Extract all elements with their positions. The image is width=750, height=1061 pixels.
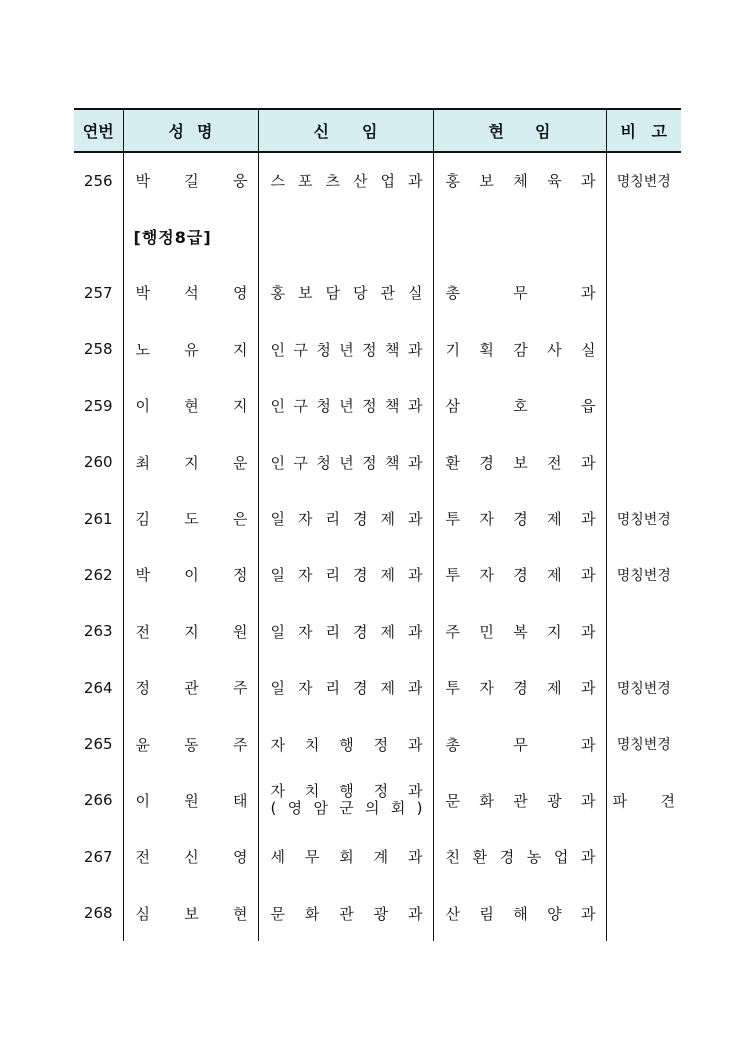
name-text xyxy=(124,508,258,529)
new-post-text xyxy=(259,564,433,585)
cell-no: 259 xyxy=(74,378,123,434)
spread-text: 현 임 xyxy=(488,122,551,141)
header-note-label xyxy=(607,119,682,142)
spread-text: 산 림 해 양 과 xyxy=(445,904,596,923)
cell-name xyxy=(123,829,258,885)
current-post-text xyxy=(434,508,606,529)
spread-text: 신 임 xyxy=(313,122,378,141)
table-row xyxy=(74,885,681,941)
spread-text: 인 구 청 년 정 책 과 xyxy=(270,453,423,472)
spread-text: 인 구 청 년 정 책 과 xyxy=(270,340,423,359)
new-post-text xyxy=(259,452,433,473)
spread-text: 총 무 과 xyxy=(445,284,596,303)
spread-text: 홍 보 담 당 관 실 xyxy=(270,284,423,303)
current-post-text xyxy=(434,677,606,698)
cell-no: 262 xyxy=(74,547,123,603)
cell-note xyxy=(606,434,681,490)
cell-note xyxy=(606,321,681,377)
spread-text: 성 명 xyxy=(168,122,213,141)
spread-text: 홍 보 체 육 과 xyxy=(445,172,596,191)
cell-current-post xyxy=(433,829,606,885)
cell-current-post xyxy=(433,660,606,716)
cell-name xyxy=(123,716,258,772)
table-row xyxy=(74,829,681,885)
cell-note xyxy=(606,829,681,885)
header-note xyxy=(606,109,681,152)
spread-text: 총 무 과 xyxy=(445,735,596,754)
current-post-text xyxy=(434,621,606,642)
cell-new-post xyxy=(258,547,433,603)
cell-current-post xyxy=(433,547,606,603)
cell-name xyxy=(123,152,258,208)
name-text xyxy=(124,282,258,303)
current-post-text xyxy=(434,734,606,755)
cell-no: 261 xyxy=(74,490,123,546)
cell-name xyxy=(123,885,258,941)
table-row xyxy=(74,378,681,434)
new-post-text xyxy=(259,170,433,191)
header-no xyxy=(74,109,123,152)
cell-no: 266 xyxy=(74,772,123,828)
cell-current-post xyxy=(433,434,606,490)
cell-name xyxy=(123,434,258,490)
spread-text: 문 화 관 광 과 xyxy=(270,904,423,923)
cell-note xyxy=(606,547,681,603)
table-row xyxy=(74,321,681,377)
cell-name xyxy=(123,321,258,377)
cell-current-post xyxy=(433,321,606,377)
spread-text: 기 획 감 사 실 xyxy=(445,340,596,359)
cell-note xyxy=(606,772,681,828)
spread-text: 박 이 정 xyxy=(135,566,248,585)
current-post-text xyxy=(434,846,606,867)
new-post-text xyxy=(259,846,433,867)
current-post-text xyxy=(434,170,606,191)
header-new-post xyxy=(258,109,433,152)
new-post-sub-text xyxy=(259,800,433,817)
spread-text: 전 지 원 xyxy=(135,622,248,641)
cell-current-post xyxy=(433,603,606,659)
cell-current-post xyxy=(433,490,606,546)
new-post-text xyxy=(259,339,433,360)
cell-note xyxy=(606,603,681,659)
cell-note xyxy=(606,152,681,208)
spread-text: 세 무 회 계 과 xyxy=(270,848,423,867)
new-post-text xyxy=(259,508,433,529)
note-text: 명칭변경 xyxy=(616,567,671,584)
spread-text: 김 도 은 xyxy=(135,510,248,529)
cell-new-post xyxy=(258,321,433,377)
current-post-text xyxy=(434,564,606,585)
cell-no: 256 xyxy=(74,152,123,208)
spread-text: 투 자 경 제 과 xyxy=(445,566,596,585)
current-post-text xyxy=(434,282,606,303)
cell-grade xyxy=(123,208,258,264)
cell-note xyxy=(606,208,681,264)
name-text xyxy=(124,621,258,642)
current-post-text xyxy=(434,452,606,473)
spread-text: 이 현 지 xyxy=(135,397,248,416)
cell-new-post xyxy=(258,490,433,546)
cell-current-post xyxy=(433,885,606,941)
spread-text: 심 보 현 xyxy=(135,904,248,923)
spread-text: ( 영 암 군 의 회 ) xyxy=(270,799,423,818)
spread-text: 스 포 츠 산 업 과 xyxy=(270,172,423,191)
cell-name xyxy=(123,547,258,603)
name-text xyxy=(124,734,258,755)
new-post-text xyxy=(259,903,433,924)
cell-no: 263 xyxy=(74,603,123,659)
grade-label: [행정8급] xyxy=(133,228,212,248)
table-row xyxy=(74,716,681,772)
table-body xyxy=(74,152,681,941)
cell-new-post xyxy=(258,716,433,772)
header-new-post-label xyxy=(259,119,433,142)
cell-current-post xyxy=(433,716,606,772)
header-name xyxy=(123,109,258,152)
spread-text: 비 고 xyxy=(620,122,667,141)
name-text xyxy=(124,790,258,811)
cell-new-post xyxy=(258,152,433,208)
note-text: 명칭변경 xyxy=(616,173,671,190)
cell-new-post xyxy=(258,660,433,716)
spread-text: 투 자 경 제 과 xyxy=(445,679,596,698)
cell-current-post xyxy=(433,772,606,828)
new-post-text xyxy=(259,621,433,642)
name-text xyxy=(124,903,258,924)
cell-no: 265 xyxy=(74,716,123,772)
table-header xyxy=(74,109,681,152)
cell-note xyxy=(606,716,681,772)
current-post-text xyxy=(434,339,606,360)
spread-text: 주 민 복 지 과 xyxy=(445,622,596,641)
current-post-text xyxy=(434,903,606,924)
new-post-text xyxy=(259,395,433,416)
table-row xyxy=(74,434,681,490)
header-row xyxy=(74,109,681,152)
header-name-label xyxy=(124,119,258,142)
table-row xyxy=(74,547,681,603)
cell-name xyxy=(123,772,258,828)
spread-text: 투 자 경 제 과 xyxy=(445,510,596,529)
name-text xyxy=(124,452,258,473)
grade-row xyxy=(74,208,681,264)
spread-text: 일 자 리 경 제 과 xyxy=(270,679,423,698)
cell-new-post xyxy=(258,265,433,321)
name-text xyxy=(124,395,258,416)
cell-note xyxy=(606,885,681,941)
personnel-table-container xyxy=(74,108,681,941)
cell-new-post xyxy=(258,378,433,434)
name-text xyxy=(124,170,258,191)
new-post-text xyxy=(259,734,433,755)
cell-current-post xyxy=(433,265,606,321)
spread-text: 일 자 리 경 제 과 xyxy=(270,566,423,585)
cell-note xyxy=(606,378,681,434)
cell-current-post xyxy=(433,378,606,434)
table-row xyxy=(74,660,681,716)
cell-no xyxy=(74,208,123,264)
header-current-post xyxy=(433,109,606,152)
name-text xyxy=(124,564,258,585)
header-no-label: 연번 xyxy=(82,122,114,141)
spread-text: 문 화 관 광 과 xyxy=(445,791,596,810)
note-text: 명칭변경 xyxy=(616,511,671,528)
current-post-text xyxy=(434,395,606,416)
cell-new-post xyxy=(258,603,433,659)
spread-text: 삼 호 읍 xyxy=(445,397,596,416)
cell-note xyxy=(606,265,681,321)
spread-text: 전 신 영 xyxy=(135,848,248,867)
new-post-text xyxy=(259,783,433,800)
name-text xyxy=(124,339,258,360)
cell-new-post xyxy=(258,829,433,885)
new-post-text xyxy=(259,282,433,303)
spread-text: 윤 동 주 xyxy=(135,735,248,754)
spread-text: 인 구 청 년 정 책 과 xyxy=(270,397,423,416)
cell-name xyxy=(123,378,258,434)
cell-new-post xyxy=(258,885,433,941)
cell-no: 267 xyxy=(74,829,123,885)
header-current-post-label xyxy=(434,119,606,142)
table-row xyxy=(74,265,681,321)
cell-current-post xyxy=(433,152,606,208)
spread-text: 박 길 웅 xyxy=(135,172,248,191)
name-text xyxy=(124,677,258,698)
spread-text: 자 치 행 정 과 xyxy=(270,735,423,754)
spread-text: 환 경 보 전 과 xyxy=(445,453,596,472)
name-text xyxy=(124,846,258,867)
cell-name xyxy=(123,265,258,321)
note-text: 명칭변경 xyxy=(616,737,671,754)
new-post-text xyxy=(259,677,433,698)
table-row xyxy=(74,603,681,659)
cell-no: 264 xyxy=(74,660,123,716)
note-text xyxy=(607,790,682,811)
spread-text: 이 원 태 xyxy=(135,791,248,810)
spread-text: 자 치 행 정 과 xyxy=(270,782,423,801)
spread-text: 박 석 영 xyxy=(135,284,248,303)
current-post-text xyxy=(434,790,606,811)
table-row xyxy=(74,152,681,208)
spread-text: 일 자 리 경 제 과 xyxy=(270,622,423,641)
spread-text: 최 지 운 xyxy=(135,453,248,472)
cell-no: 260 xyxy=(74,434,123,490)
spread-text: 정 관 주 xyxy=(135,679,248,698)
cell-current-post xyxy=(433,208,606,264)
cell-note xyxy=(606,660,681,716)
cell-name xyxy=(123,603,258,659)
cell-note xyxy=(606,490,681,546)
cell-name xyxy=(123,660,258,716)
table-row xyxy=(74,490,681,546)
note-text: 명칭변경 xyxy=(616,680,671,697)
cell-new-post xyxy=(258,434,433,490)
spread-text: 일 자 리 경 제 과 xyxy=(270,510,423,529)
spread-text: 노 유 지 xyxy=(135,340,248,359)
cell-new-post xyxy=(258,772,433,828)
cell-name xyxy=(123,490,258,546)
table-row xyxy=(74,772,681,828)
cell-new-post xyxy=(258,208,433,264)
spread-text: 파 견 xyxy=(612,791,675,810)
cell-no: 268 xyxy=(74,885,123,941)
spread-text: 친 환 경 농 업 과 xyxy=(445,848,596,867)
cell-no: 257 xyxy=(74,265,123,321)
personnel-table xyxy=(74,108,681,941)
cell-no: 258 xyxy=(74,321,123,377)
